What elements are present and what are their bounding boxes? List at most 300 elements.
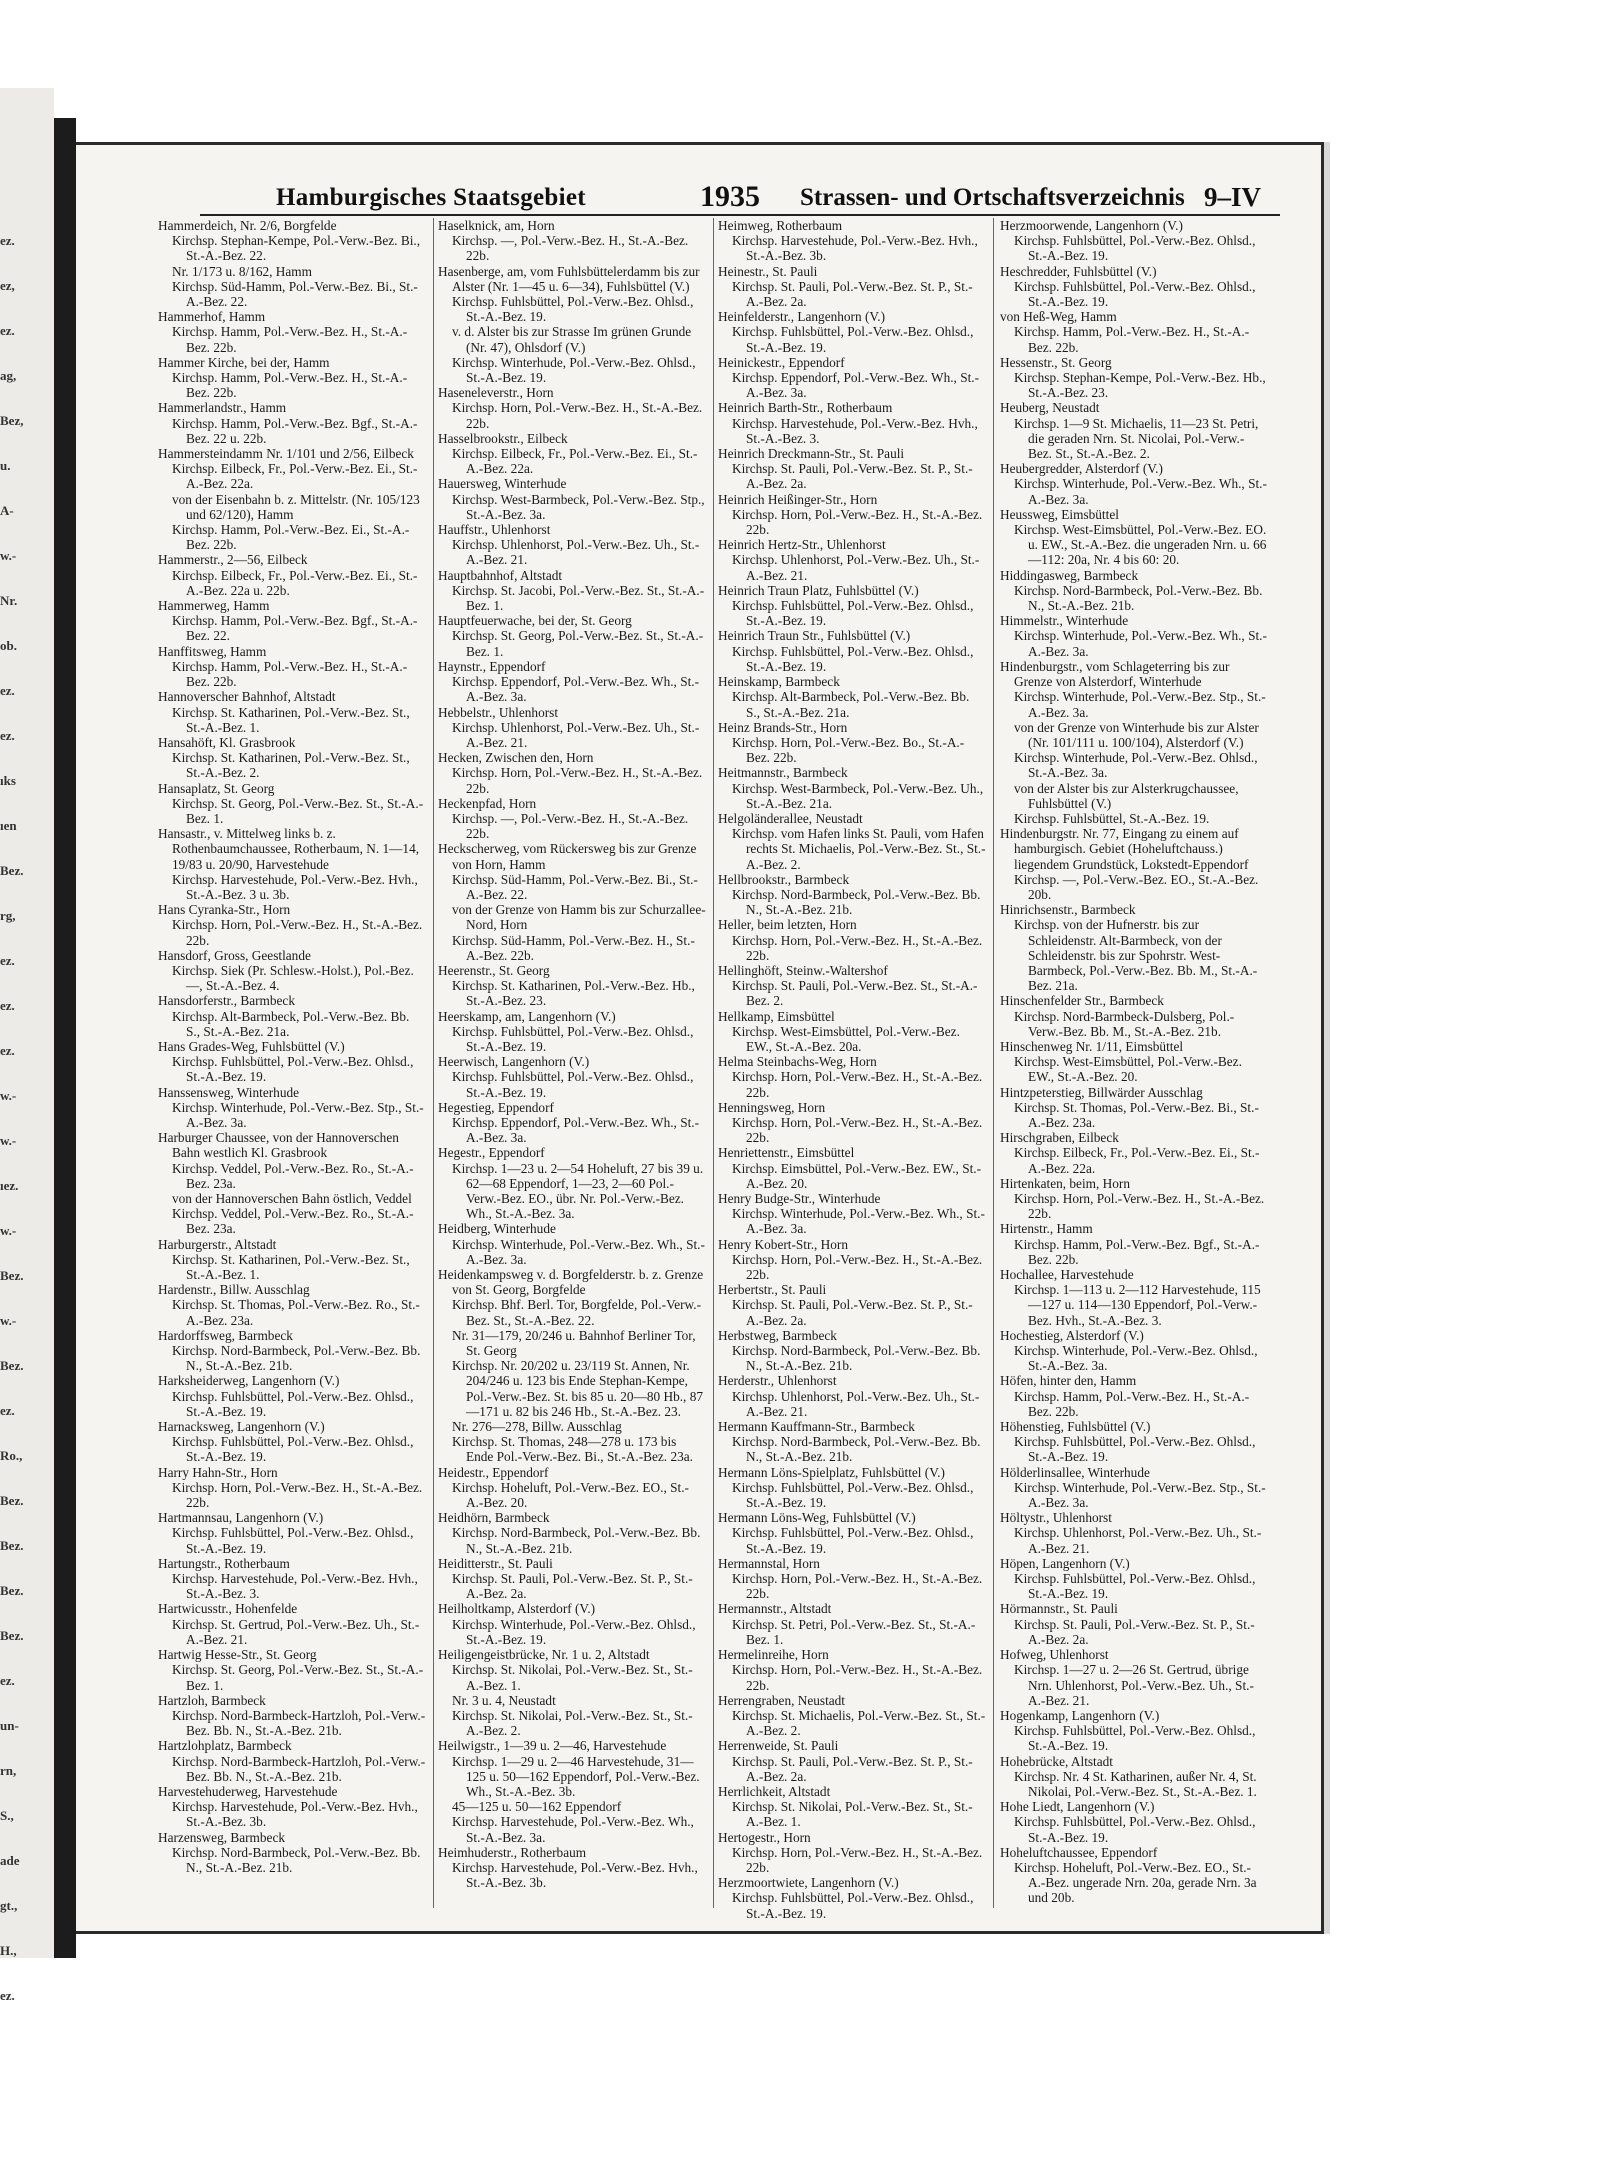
- street-detail: Kirchsp. St. Pauli, Pol.-Verw.-Bez. St. P., St.-A.-Bez. 2a.: [452, 1571, 693, 1602]
- street-detail: Kirchsp. Horn, Pol.-Verw.-Bez. H., St.-A.-Bez. 22b.: [732, 1069, 983, 1100]
- street-name: Heinrich Traun Str., Fuhlsbüttel (V.): [718, 628, 911, 644]
- street-name: Hertogestr., Horn: [718, 1829, 811, 1845]
- street-entry: [718, 720, 986, 766]
- prev-page-fragment: ez.: [0, 1673, 15, 1688]
- street-name: Hofweg, Uhlenhorst: [1000, 1647, 1109, 1663]
- street-name: Heimhuderstr., Rotherbaum: [438, 1844, 587, 1860]
- street-detail: Kirchsp. Harvestehude, Pol.-Verw.-Bez. Hvh., St.-A.-Bez. 3.: [732, 415, 978, 446]
- street-name: Herzmoortwiete, Langenhorn (V.): [718, 1875, 899, 1891]
- street-name: Hegestr., Eppendorf: [438, 1145, 545, 1161]
- street-entry: [438, 476, 706, 522]
- street-entry: [718, 765, 986, 811]
- street-entry: [718, 1784, 986, 1830]
- street-name: Hammerdeich, Nr. 2/6, Borgfelde: [158, 218, 337, 233]
- street-detail: Kirchsp. St. Pauli, Pol.-Verw.-Bez. St. P., St.-A.-Bez. 2a.: [732, 1753, 973, 1784]
- street-name: Hermann Löns-Spielplatz, Fuhlsbüttel (V.): [718, 1464, 945, 1480]
- street-detail: Kirchsp. Hoheluft, Pol.-Verw.-Bez. EO., St.-A.-Bez. ungerade Nrn. 20a, gerade Nrn. 3a und 20b.: [1014, 1859, 1257, 1906]
- street-entry: [158, 735, 426, 781]
- street-detail: Kirchsp. Fuhlsbüttel, Pol.-Verw.-Bez. Ohlsd., St.-A.-Bez. 19.: [1014, 1814, 1256, 1845]
- street-name: Höhenstieg, Fuhlsbüttel (V.): [1000, 1419, 1151, 1435]
- street-entry: [1000, 1708, 1268, 1754]
- street-detail: Kirchsp. St. Pauli, Pol.-Verw.-Bez. St. P., St.-A.-Bez. 2a.: [732, 278, 973, 310]
- street-name: Hartungstr., Rotherbaum: [158, 1555, 290, 1571]
- street-name: Hauffstr., Uhlenhorst: [438, 522, 551, 538]
- header-rule: [200, 214, 1280, 216]
- street-entry: [718, 1282, 986, 1328]
- street-name: Hansaplatz, St. Georg: [158, 780, 275, 796]
- street-detail: Kirchsp. Horn, Pol.-Verw.-Bez. H., St.-A.-Bez. 22b.: [732, 1662, 983, 1693]
- street-detail: Kirchsp. Harvestehude, Pol.-Verw.-Bez. Hvh., St.-A.-Bez. 3b.: [172, 1799, 418, 1830]
- street-entry: [158, 218, 426, 309]
- street-name: Hebbelstr., Uhlenhorst: [438, 704, 559, 720]
- street-detail: Kirchsp. Horn, Pol.-Verw.-Bez. H., St.-A.-Bez. 22b.: [452, 400, 703, 431]
- street-detail: Kirchsp. St. Georg, Pol.-Verw.-Bez. St., St.-A.-Bez. 1.: [172, 795, 424, 826]
- prev-page-fragment: Bez.: [0, 1538, 24, 1553]
- street-detail: Kirchsp. Süd-Hamm, Pol.-Verw.-Bez. H., St.-A.-Bez. 22b.: [452, 932, 695, 963]
- street-entry: [1000, 264, 1268, 310]
- street-detail: Kirchsp. Horn, Pol.-Verw.-Bez. H., St.-A.-Bez. 22b.: [732, 506, 983, 538]
- street-detail: Kirchsp. Horn, Pol.-Verw.-Bez. Bo., St.-A.-Bez. 22b.: [732, 734, 965, 766]
- street-detail: Kirchsp. Hamm, Pol.-Verw.-Bez. H., St.-A.-Bez. 22b.: [172, 658, 408, 690]
- street-detail: Kirchsp. Fuhlsbüttel, Pol.-Verw.-Bez. Ohlsd., St.-A.-Bez. 19.: [172, 1525, 414, 1556]
- street-detail: von der Alster bis zur Alsterkrugchaussee, Fuhlsbüttel (V.): [1014, 780, 1239, 811]
- street-name: Hardenstr., Billw. Ausschlag: [158, 1282, 310, 1298]
- street-detail: Kirchsp. Horn, Pol.-Verw.-Bez. H., St.-A.-Bez. 22b.: [732, 932, 983, 963]
- street-detail: Kirchsp. St. Georg, Pol.-Verw.-Bez. St., St.-A.-Bez. 1.: [172, 1662, 424, 1693]
- street-entry: [1000, 309, 1268, 355]
- street-entry: [158, 552, 426, 598]
- street-detail: Kirchsp. Nr. 20/202 u. 23/119 St. Annen, Nr. 204/246 u. 123 bis Ende Stephan-Kempe, Pol.-Verw.-Bez. St. bis 85 u. 20—80 Hb., 87—171 u. 82 bis 246 Hb., St.-A.-Bez. 23.: [452, 1358, 703, 1419]
- street-entry: [158, 1039, 426, 1085]
- street-name: Heitmannstr., Barmbeck: [718, 765, 848, 781]
- prev-page-fragment: ez.: [0, 323, 15, 338]
- prev-page-fragment: Bez,: [0, 413, 24, 428]
- street-name: Hansdorf, Gross, Geestlande: [158, 947, 311, 963]
- street-name: Hans Grades-Weg, Fuhlsbüttel (V.): [158, 1038, 345, 1054]
- street-entry: [158, 689, 426, 735]
- street-entry: [718, 446, 986, 492]
- column-divider: [433, 218, 434, 1908]
- street-entry: [718, 963, 986, 1009]
- prev-page-fragment: w.-: [0, 1133, 17, 1148]
- prev-page-fragment: ez.: [0, 998, 15, 1013]
- street-detail: Kirchsp. West-Eimsbüttel, Pol.-Verw.-Bez. EW., St.-A.-Bez. 20a.: [732, 1023, 960, 1054]
- street-name: Hartwicusstr., Hohenfelde: [158, 1601, 298, 1617]
- column-4: [1000, 218, 1268, 1908]
- street-entry: [1000, 1130, 1268, 1176]
- street-entry: [438, 613, 706, 659]
- street-detail: Kirchsp. Fuhlsbüttel, Pol.-Verw.-Bez. Ohlsd., St.-A.-Bez. 19.: [1014, 1571, 1256, 1602]
- street-detail: Kirchsp. Winterhude, Pol.-Verw.-Bez. Stp., St.-A.-Bez. 3a.: [172, 1099, 424, 1130]
- street-detail: Kirchsp. Uhlenhorst, Pol.-Verw.-Bez. Uh., St.-A.-Bez. 21.: [452, 719, 700, 750]
- street-name: Hauptfeuerwache, bei der, St. Georg: [438, 613, 632, 629]
- street-entry: [158, 1465, 426, 1511]
- street-detail: Kirchsp. —, Pol.-Verw.-Bez. H., St.-A.-Bez. 22b.: [452, 233, 689, 264]
- prev-page-fragment: Nr.: [0, 593, 18, 608]
- street-detail: Kirchsp. Horn, Pol.-Verw.-Bez. H., St.-A.-Bez. 22b.: [732, 1251, 983, 1283]
- street-entry: [718, 1465, 986, 1511]
- street-detail: Kirchsp. West-Eimsbüttel, Pol.-Verw.-Bez. EO. u. EW., St.-A.-Bez. die ungeraden Nrn. u. 66—112: 20a, Nr. 4 bis 60: 20.: [1014, 522, 1267, 568]
- street-detail: Kirchsp. Fuhlsbüttel, Pol.-Verw.-Bez. Ohlsd., St.-A.-Bez. 19.: [172, 1054, 414, 1085]
- street-entry: [438, 1601, 706, 1647]
- street-detail: Kirchsp. St. Petri, Pol.-Verw.-Bez. St., St.-A.-Bez. 1.: [732, 1616, 976, 1647]
- street-detail: Nr. 1/173 u. 8/162, Hamm: [172, 263, 312, 279]
- street-detail: Kirchsp. Horn, Pol.-Verw.-Bez. H., St.-A.-Bez. 22b.: [732, 1114, 983, 1146]
- street-detail: Kirchsp. Uhlenhorst, Pol.-Verw.-Bez. Uh., St.-A.-Bez. 21.: [732, 552, 980, 583]
- street-detail: Kirchsp. West-Barmbeck, Pol.-Verw.-Bez. Uh., St.-A.-Bez. 21a.: [732, 780, 984, 811]
- street-entry: [438, 1009, 706, 1055]
- street-name: Heinrich Barth-Str., Rotherbaum: [718, 400, 893, 416]
- street-name: Heimweg, Rotherbaum: [718, 218, 843, 233]
- street-detail: Kirchsp. St. Gertrud, Pol.-Verw.-Bez. Uh., St.-A.-Bez. 21.: [172, 1616, 420, 1647]
- street-entry: [1000, 400, 1268, 461]
- street-name: Hellbrookstr., Barmbeck: [718, 871, 850, 887]
- street-entry: [718, 1373, 986, 1419]
- street-detail: Kirchsp. St. Jacobi, Pol.-Verw.-Bez. St., St.-A.-Bez. 1.: [452, 582, 705, 614]
- street-name: Haynstr., Eppendorf: [438, 658, 546, 674]
- street-entry: [1000, 1556, 1268, 1602]
- street-entry: [438, 1556, 706, 1602]
- street-name: Harry Hahn-Str., Horn: [158, 1464, 278, 1480]
- street-name: Hauptbahnhof, Altstadt: [438, 567, 563, 583]
- street-detail: Kirchsp. St. Pauli, Pol.-Verw.-Bez. St., St.-A.-Bez. 2.: [732, 978, 978, 1009]
- street-entry: [718, 811, 986, 872]
- street-entry: [158, 1693, 426, 1739]
- street-entry: [1000, 461, 1268, 507]
- prev-page-fragment: u.: [0, 458, 11, 473]
- street-entry: [1000, 1510, 1268, 1556]
- street-entry: [1000, 1176, 1268, 1222]
- street-detail: Kirchsp. —, Pol.-Verw.-Bez. EO., St.-A.-Bez. 20b.: [1014, 871, 1259, 902]
- street-detail: Kirchsp. Fuhlsbüttel, Pol.-Verw.-Bez. Ohlsd., St.-A.-Bez. 19.: [732, 324, 974, 355]
- street-detail: Kirchsp. Nord-Barmbeck, Pol.-Verw.-Bez. Bb. N., St.-A.-Bez. 21b.: [732, 886, 981, 918]
- street-entry: [158, 355, 426, 401]
- street-name: Herderstr., Uhlenhorst: [718, 1373, 837, 1389]
- street-detail: Kirchsp. Winterhude, Pol.-Verw.-Bez. Ohlsd., St.-A.-Bez. 3a.: [1014, 750, 1258, 781]
- street-detail: Kirchsp. Nord-Barmbeck-Hartzloh, Pol.-Verw.-Bez. Bb. N., St.-A.-Bez. 21b.: [172, 1753, 426, 1784]
- street-detail: Kirchsp. 1—113 u. 2—112 Harvestehude, 115—127 u. 114—130 Eppendorf, Pol.-Verw.-Bez. Hvh., St.-A.-Bez. 3.: [1014, 1282, 1261, 1328]
- street-entry: [158, 781, 426, 827]
- street-name: Heerenstr., St. Georg: [438, 962, 550, 978]
- street-entry: [718, 218, 986, 264]
- page-header: [200, 180, 1280, 216]
- street-detail: Kirchsp. Süd-Hamm, Pol.-Verw.-Bez. Bi., St.-A.-Bez. 22.: [452, 871, 698, 902]
- street-detail: Kirchsp. Horn, Pol.-Verw.-Bez. H., St.-A.-Bez. 22b.: [172, 1479, 423, 1511]
- prev-page-fragment: ob.: [0, 638, 17, 653]
- street-detail: Kirchsp. Süd-Hamm, Pol.-Verw.-Bez. Bi., St.-A.-Bez. 22.: [172, 278, 418, 310]
- street-name: Heller, beim letzten, Horn: [718, 917, 857, 933]
- street-entry: [1000, 355, 1268, 401]
- street-entry: [718, 1054, 986, 1100]
- street-detail: Kirchsp. 1—9 St. Michaelis, 11—23 St. Petri, die geraden Nrn. St. Nicolai, Pol.-Verw.-Bez. St., St.-A.-Bez. 2.: [1014, 415, 1259, 462]
- street-entry: [438, 568, 706, 614]
- street-name: Hegestieg, Eppendorf: [438, 1099, 554, 1115]
- street-entry: [718, 917, 986, 963]
- street-entry: [158, 1085, 426, 1131]
- street-name: Heinrich Heißinger-Str., Horn: [718, 491, 878, 507]
- street-detail: Kirchsp. Eppendorf, Pol.-Verw.-Bez. Wh., St.-A.-Bez. 3a.: [732, 370, 980, 401]
- street-entry: [438, 1845, 706, 1891]
- street-detail: Kirchsp. Horn, Pol.-Verw.-Bez. H., St.-A.-Bez. 22b.: [732, 1571, 983, 1602]
- street-detail: Kirchsp. Veddel, Pol.-Verw.-Bez. Ro., St.-A.-Bez. 23a.: [172, 1206, 414, 1237]
- page-number: 9–IV: [1204, 182, 1262, 212]
- street-entry: [718, 1237, 986, 1283]
- street-detail: Kirchsp. Winterhude, Pol.-Verw.-Bez. Wh., St.-A.-Bez. 3a.: [732, 1206, 985, 1237]
- street-detail: Kirchsp. West-Barmbeck, Pol.-Verw.-Bez. Stp., St.-A.-Bez. 3a.: [452, 491, 705, 522]
- street-detail: Kirchsp. Uhlenhorst, Pol.-Verw.-Bez. Uh., St.-A.-Bez. 21.: [1014, 1525, 1262, 1556]
- street-entry: [718, 400, 986, 446]
- prev-page-fragment: Bez.: [0, 1628, 24, 1643]
- street-detail: Kirchsp. St. Katharinen, Pol.-Verw.-Bez. St., St.-A.-Bez. 2.: [172, 750, 410, 781]
- street-name: Hoheluftchaussee, Eppendorf: [1000, 1844, 1158, 1860]
- street-entry: [158, 1647, 426, 1693]
- street-detail: Kirchsp. 1—27 u. 2—26 St. Gertrud, übrige Nrn. Uhlenhorst, Pol.-Verw.-Bez. Uh., St.-A.-Bez. 21.: [1014, 1662, 1254, 1708]
- prev-page-fragment: un-: [0, 1718, 19, 1733]
- prev-page-fragment: ez,: [0, 278, 15, 293]
- street-detail: Kirchsp. Alt-Barmbeck, Pol.-Verw.-Bez. Bb. S., St.-A.-Bez. 21a.: [172, 1008, 410, 1039]
- street-detail: Kirchsp. vom Hafen links St. Pauli, vom Hafen rechts St. Michaelis, Pol.-Verw.-Bez. St., St.-A.-Bez. 2.: [732, 826, 986, 872]
- prev-page-fragment: ez.: [0, 953, 15, 968]
- street-entry: [1000, 993, 1268, 1039]
- street-name: Hirtenstr., Hamm: [1000, 1221, 1093, 1237]
- street-name: Heschredder, Fuhlsbüttel (V.): [1000, 263, 1157, 279]
- street-entry: [158, 598, 426, 644]
- street-detail: Kirchsp. Stephan-Kempe, Pol.-Verw.-Bez. Bi., St.-A.-Bez. 22.: [172, 233, 421, 264]
- street-entry: [158, 400, 426, 446]
- street-name: Höpen, Langenhorn (V.): [1000, 1555, 1130, 1571]
- book-gutter: [54, 118, 76, 1958]
- street-detail: Kirchsp. Harvestehude, Pol.-Verw.-Bez. Hvh., St.-A.-Bez. 3 u. 3b.: [172, 871, 418, 902]
- street-name: Herrengraben, Neustadt: [718, 1692, 846, 1708]
- street-entry: [718, 1601, 986, 1647]
- street-detail: Kirchsp. Fuhlsbüttel, Pol.-Verw.-Bez. Ohlsd., St.-A.-Bez. 19.: [452, 1069, 694, 1100]
- prev-page-fragment: Ro.,: [0, 1448, 23, 1463]
- street-entry: [158, 1784, 426, 1830]
- column-3: [718, 218, 986, 1921]
- street-entry: [438, 1100, 706, 1146]
- street-entry: [158, 1601, 426, 1647]
- street-detail: Kirchsp. Fuhlsbüttel, St.-A.-Bez. 19.: [1014, 810, 1210, 826]
- street-entry: [1000, 1754, 1268, 1800]
- prev-page-fragment: Bez.: [0, 863, 24, 878]
- street-entry: [158, 1282, 426, 1328]
- street-detail: Kirchsp. Siek (Pr. Schlesw.-Holst.), Pol.-Bez. —, St.-A.-Bez. 4.: [172, 962, 414, 994]
- street-name: Heilwigstr., 1—39 u. 2—46, Harvestehude: [438, 1738, 667, 1754]
- street-name: Hindenburgstr. Nr. 77, Eingang zu einem auf hamburgisch. Gebiet (Hoheluftchauss.) liegendem Grundstück, Lokstedt-Eppendorf: [1000, 826, 1249, 872]
- prev-page-fragment: A-: [0, 503, 14, 518]
- street-name: Hintzpeterstieg, Billwärder Ausschlag: [1000, 1084, 1203, 1100]
- street-name: Heinrich Dreckmann-Str., St. Pauli: [718, 446, 905, 462]
- street-detail: Kirchsp. Harvestehude, Pol.-Verw.-Bez. Hvh., St.-A.-Bez. 3b.: [732, 233, 978, 264]
- street-detail: Kirchsp. Bhf. Berl. Tor, Borgfelde, Pol.-Verw.-Bez. St., St.-A.-Bez. 22.: [452, 1297, 702, 1328]
- street-name: Helgoländerallee, Neustadt: [718, 810, 863, 826]
- street-detail: Kirchsp. Harvestehude, Pol.-Verw.-Bez. Hvh., St.-A.-Bez. 3.: [172, 1571, 418, 1602]
- street-entry: [438, 1465, 706, 1511]
- street-entry: [1000, 659, 1268, 826]
- street-entry: [158, 1556, 426, 1602]
- street-name: Hammerhof, Hamm: [158, 309, 266, 325]
- street-detail: von der Grenze von Winterhude bis zur Alster (Nr. 101/111 u. 100/104), Alsterdorf (V.): [1014, 719, 1259, 750]
- street-detail: Kirchsp. von der Hufnerstr. bis zur Schleidenstr. Alt-Barmbeck, von der Schleidenstr. bis zur Spohrstr. West-Barmbeck, Pol.-Verw.-Bez. Bb. M., St.-A.-Bez. 21a.: [1014, 917, 1258, 994]
- street-detail: Kirchsp. Horn, Pol.-Verw.-Bez. H., St.-A.-Bez. 22b.: [1014, 1191, 1265, 1222]
- street-name: Haselknick, am, Horn: [438, 218, 555, 233]
- street-detail: Kirchsp. Winterhude, Pol.-Verw.-Bez. Ohlsd., St.-A.-Bez. 19.: [452, 354, 696, 386]
- street-name: Henry Budge-Str., Winterhude: [718, 1191, 881, 1206]
- street-entry: [718, 1510, 986, 1556]
- street-entry: [718, 628, 986, 674]
- street-entry: [158, 948, 426, 994]
- street-name: Heilholtkamp, Alsterdorf (V.): [438, 1601, 596, 1617]
- street-entry: [718, 583, 986, 629]
- street-entry: [438, 1647, 706, 1738]
- prev-page-fragment: Bez.: [0, 1268, 24, 1283]
- street-name: Herrenweide, St. Pauli: [718, 1738, 839, 1754]
- street-entry: [438, 1738, 706, 1844]
- street-name: Henningsweg, Horn: [718, 1099, 826, 1115]
- street-detail: Kirchsp. St. Pauli, Pol.-Verw.-Bez. St. P., St.-A.-Bez. 2a.: [1014, 1616, 1255, 1647]
- street-name: Hans Cyranka-Str., Horn: [158, 902, 291, 918]
- street-name: Hohebrücke, Altstadt: [1000, 1753, 1113, 1769]
- street-detail: Kirchsp. St. Nikolai, Pol.-Verw.-Bez. St., St.-A.-Bez. 1.: [452, 1662, 693, 1693]
- street-name: Harksheiderweg, Langenhorn (V.): [158, 1373, 340, 1389]
- street-detail: Kirchsp. Fuhlsbüttel, Pol.-Verw.-Bez. Ohlsd., St.-A.-Bez. 19.: [1014, 233, 1256, 264]
- street-name: Hammer Kirche, bei der, Hamm: [158, 354, 330, 370]
- street-entry: [438, 385, 706, 431]
- column-2: [438, 218, 706, 1908]
- street-entry: [158, 1830, 426, 1876]
- street-entry: [438, 218, 706, 264]
- street-entry: [718, 1830, 986, 1876]
- street-entry: [158, 446, 426, 552]
- street-detail: Kirchsp. Fuhlsbüttel, Pol.-Verw.-Bez. Ohlsd., St.-A.-Bez. 19.: [172, 1434, 414, 1465]
- street-detail: Kirchsp. Winterhude, Pol.-Verw.-Bez. Wh., St.-A.-Bez. 3a.: [1014, 628, 1267, 659]
- street-detail: Kirchsp. Fuhlsbüttel, Pol.-Verw.-Bez. Ohlsd., St.-A.-Bez. 19.: [732, 643, 974, 674]
- street-detail: Kirchsp. Eimsbüttel, Pol.-Verw.-Bez. EW., St.-A.-Bez. 20.: [732, 1160, 982, 1191]
- prev-page-fragment: ez.: [0, 683, 15, 698]
- street-entry: [718, 309, 986, 355]
- street-name: Hindenburgstr., vom Schlageterring bis zur Grenze von Alsterdorf, Winterhude: [1000, 658, 1230, 690]
- street-entry: [1000, 1647, 1268, 1708]
- street-name: Herbstweg, Barmbeck: [718, 1327, 837, 1343]
- street-entry: [1000, 1799, 1268, 1845]
- street-name: Herzmoorwende, Langenhorn (V.): [1000, 218, 1183, 233]
- street-name: Harburgerstr., Altstadt: [158, 1236, 277, 1252]
- street-name: Höfen, hinter den, Hamm: [1000, 1373, 1137, 1389]
- street-entry: [718, 1738, 986, 1784]
- street-name: Hansastr., v. Mittelweg links b. z. Rothenbaumchaussee, Rotherbaum, N. 1—14, 19/83 u. 20/90, Harvestehude: [158, 826, 420, 872]
- street-detail: Kirchsp. Nord-Barmbeck, Pol.-Verw.-Bez. Bb. N., St.-A.-Bez. 21b.: [172, 1343, 421, 1374]
- street-name: Heiditterstr., St. Pauli: [438, 1555, 553, 1571]
- prev-page-fragment: Bez.: [0, 1583, 24, 1598]
- street-name: Hanssensweg, Winterhude: [158, 1084, 300, 1100]
- street-name: Hansahöft, Kl. Grasbrook: [158, 734, 296, 750]
- street-detail: Kirchsp. Hamm, Pol.-Verw.-Bez. Bgf., St.-A.-Bez. 22.: [172, 613, 418, 644]
- page-edge: [1324, 142, 1330, 1934]
- prev-page-fragment: w.-: [0, 548, 17, 563]
- street-entry: [158, 1328, 426, 1374]
- street-detail: Kirchsp. Nord-Barmbeck, Pol.-Verw.-Bez. Bb. N., St.-A.-Bez. 21b.: [172, 1844, 421, 1875]
- street-detail: Kirchsp. Winterhude, Pol.-Verw.-Bez. Wh., St.-A.-Bez. 3a.: [1014, 476, 1267, 507]
- street-detail: Kirchsp. Nord-Barmbeck, Pol.-Verw.-Bez. Bb. N., St.-A.-Bez. 21b.: [732, 1343, 981, 1374]
- street-detail: Kirchsp. Eppendorf, Pol.-Verw.-Bez. Wh., St.-A.-Bez. 3a.: [452, 674, 700, 705]
- street-detail: von der Grenze von Hamm bis zur Schurzallee-Nord, Horn: [452, 902, 706, 933]
- street-name: Heussweg, Eimsbüttel: [1000, 506, 1119, 522]
- street-entry: [158, 1738, 426, 1784]
- street-name: Hochestieg, Alsterdorf (V.): [1000, 1327, 1144, 1343]
- street-entry: [438, 1510, 706, 1556]
- street-detail: Kirchsp. St. Pauli, Pol.-Verw.-Bez. St. P., St.-A.-Bez. 2a.: [732, 1297, 973, 1328]
- street-entry: [438, 750, 706, 796]
- street-detail: Kirchsp. Eppendorf, Pol.-Verw.-Bez. Wh., St.-A.-Bez. 3a.: [452, 1114, 700, 1146]
- prev-page-fragment: ez.: [0, 728, 15, 743]
- street-entry: [718, 674, 986, 720]
- street-detail: von der Hannoverschen Bahn östlich, Veddel: [172, 1191, 412, 1206]
- street-name: Hessenstr., St. Georg: [1000, 354, 1112, 370]
- street-detail: Kirchsp. St. Thomas, Pol.-Verw.-Bez. Bi., St.-A.-Bez. 23a.: [1014, 1099, 1259, 1130]
- street-entry: [718, 1145, 986, 1191]
- street-name: Hannoverscher Bahnhof, Altstadt: [158, 689, 336, 705]
- street-detail: Kirchsp. Fuhlsbüttel, Pol.-Verw.-Bez. Ohlsd., St.-A.-Bez. 19.: [732, 1890, 974, 1921]
- street-entry: [1000, 613, 1268, 659]
- street-entry: [718, 492, 986, 538]
- header-title: Hamburgisches Staatsgebiet: [276, 184, 586, 211]
- street-name: Hecken, Zwischen den, Horn: [438, 750, 594, 766]
- street-name: Heinrich Hertz-Str., Uhlenhorst: [718, 537, 886, 553]
- street-detail: Kirchsp. St. Katharinen, Pol.-Verw.-Bez. Hb., St.-A.-Bez. 23.: [452, 978, 695, 1009]
- street-detail: Kirchsp. St. Nikolai, Pol.-Verw.-Bez. St., St.-A.-Bez. 1.: [732, 1799, 973, 1830]
- street-entry: [1000, 1328, 1268, 1374]
- street-detail: Kirchsp. Nord-Barmbeck, Pol.-Verw.-Bez. Bb. N., St.-A.-Bez. 21b.: [1014, 582, 1263, 614]
- street-entry: [1000, 1039, 1268, 1085]
- street-name: Heidenkampsweg v. d. Borgfelderstr. b. z. Grenze von St. Georg, Borgfelde: [438, 1267, 704, 1298]
- street-detail: 45—125 u. 50—162 Eppendorf: [452, 1799, 622, 1815]
- street-name: Heinz Brands-Str., Horn: [718, 719, 848, 735]
- prev-page-fragment: gt.,: [0, 1898, 18, 1913]
- street-name: Hermann Löns-Weg, Fuhlsbüttel (V.): [718, 1510, 916, 1526]
- street-entry: [1000, 1221, 1268, 1267]
- street-detail: Nr. 31—179, 20/246 u. Bahnhof Berliner Tor, St. Georg: [452, 1327, 696, 1359]
- street-name: Hinschenfelder Str., Barmbeck: [1000, 993, 1164, 1009]
- street-name: Hogenkamp, Langenhorn (V.): [1000, 1707, 1160, 1723]
- street-entry: [718, 872, 986, 918]
- prev-page-fragment: Bez.: [0, 1493, 24, 1508]
- street-entry: [158, 1510, 426, 1556]
- street-detail: Kirchsp. Fuhlsbüttel, Pol.-Verw.-Bez. Ohlsd., St.-A.-Bez. 19.: [732, 1525, 974, 1556]
- street-entry: [718, 355, 986, 401]
- prev-page-fragment: w.-: [0, 1088, 17, 1103]
- street-name: Heubergredder, Alsterdorf (V.): [1000, 461, 1163, 477]
- street-entry: [438, 796, 706, 842]
- street-entry: [158, 1130, 426, 1236]
- column-divider: [993, 218, 994, 1908]
- street-detail: Kirchsp. —, Pol.-Verw.-Bez. H., St.-A.-Bez. 22b.: [452, 810, 689, 842]
- street-detail: Kirchsp. Eilbeck, Fr., Pol.-Verw.-Bez. Ei., St.-A.-Bez. 22a u. 22b.: [172, 567, 418, 598]
- street-name: Hirschgraben, Eilbeck: [1000, 1130, 1119, 1146]
- prev-page-fragment: w.-: [0, 1223, 17, 1238]
- column-1: [158, 218, 426, 1908]
- street-entry: [438, 431, 706, 477]
- street-name: Herrlichkeit, Altstadt: [718, 1783, 831, 1799]
- street-detail: Kirchsp. 1—23 u. 2—54 Hoheluft, 27 bis 39 u. 62—68 Eppendorf, 1—23, 2—60 Pol.-Verw.-Bez. EO., übr. Nr. Pol.-Verw.-Bez. Wh., St.-A.-Bez. 3a.: [452, 1160, 704, 1222]
- street-detail: Kirchsp. Fuhlsbüttel, Pol.-Verw.-Bez. Ohlsd., St.-A.-Bez. 19.: [452, 294, 694, 325]
- prev-page-fragment: ag,: [0, 368, 17, 383]
- street-entry: [1000, 1419, 1268, 1465]
- street-name: Hartzlohplatz, Barmbeck: [158, 1738, 292, 1754]
- street-name: Hammerweg, Hamm: [158, 598, 270, 614]
- street-entry: [158, 644, 426, 690]
- street-detail: Kirchsp. St. Katharinen, Pol.-Verw.-Bez. St., St.-A.-Bez. 1.: [172, 704, 410, 735]
- street-detail: Kirchsp. Hamm, Pol.-Verw.-Bez. Bgf., St.-A.-Bez. 22 u. 22b.: [172, 415, 418, 446]
